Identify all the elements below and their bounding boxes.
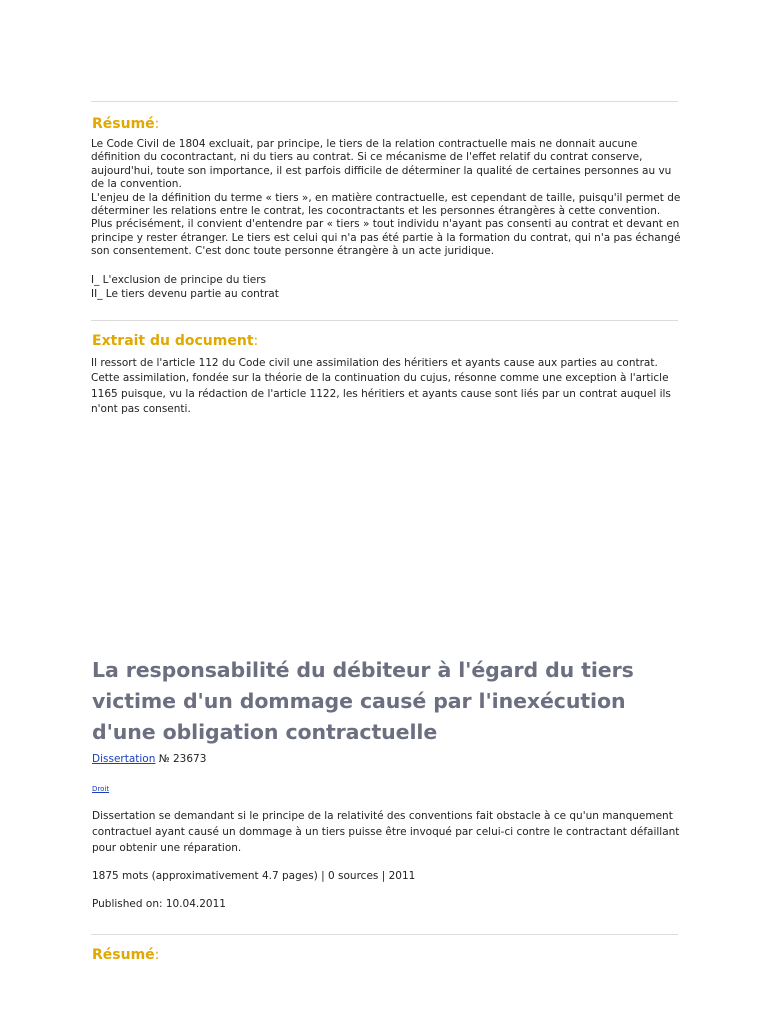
document-description: Dissertation se demandant si le principe de la relativité des conventions fait obstacle à ce qu'un manquement contractuel ayant causé un dommage à un tiers puisse être invoqué par celui-ci contre le contractant défaillant pour obtenir une réparation. — [92, 810, 680, 855]
document-title: La responsabilité du débiteur à l'égard du tiers victime d'un dommage causé par l'inexécution d'une obligation contractuelle — [92, 658, 634, 744]
summary-heading-2-text: Résumé — [92, 947, 155, 963]
extract-body: Il ressort de l'article 112 du Code civil une assimilation des héritiers et ayants cause aux parties au contrat. Cette assimilation, fondée sur la théorie de la continuation du cujus, résonne comme une exception à l'article 1165 puisque, vu la rédaction de l'article 1122, les héritiers et ayants cause sont liés par un contrat auquel ils n'ont pas consenti. — [91, 357, 671, 415]
extract-heading-text: Extrait du document — [92, 333, 254, 349]
extract-heading-colon: : — [253, 333, 259, 349]
extract-heading — [92, 333, 258, 349]
published-date: Published on: 10.04.2011 — [92, 898, 226, 910]
summary-heading-2-colon: : — [154, 947, 160, 963]
summary-heading-colon: : — [154, 116, 160, 132]
summary-outline — [91, 274, 279, 301]
summary-heading-2 — [92, 947, 159, 963]
summary-paragraph-1: Le Code Civil de 1804 excluait, par principe, le tiers de la relation contractuelle mais ne donnait aucune définition du cocontractant, ni du tiers au contrat. Si ce mécanisme de l'effet relatif du contrat conserve, aujourd'hui, toute son importance, il est parfois difficile de déterminer la qualité de certaines personnes au vu de la convention. — [91, 138, 672, 191]
document-type-line — [92, 753, 206, 765]
document-stats: 1875 mots (approximativement 4.7 pages) | 0 sources | 2011 — [92, 870, 416, 882]
outline-item-1: I_ L'exclusion de principe du tiers — [91, 274, 266, 286]
document-number: № 23673 — [158, 753, 207, 765]
summary-paragraph-2: L'enjeu de la définition du terme « tiers », en matière contractuelle, est cependant de taille, puisqu'il permet de déterminer les relations entre le contrat, les cocontractants et les personnes étrangères à cette convention. Plus précisément, il convient d'entendre par « tiers » tout individu n'ayant pas consenti au contrat et devant en principe y rester étranger. Le tiers est celui qui n'a pas été partie à la formation du contrat, qui n'a pas échangé son consentement. C'est donc toute personne étrangère à un acte juridique. — [91, 191, 681, 258]
top-divider — [91, 101, 678, 102]
summary-heading-text: Résumé — [92, 116, 155, 132]
summary-heading — [92, 116, 159, 132]
summary-body — [91, 138, 681, 259]
outline-item-2: II_ Le tiers devenu partie au contrat — [91, 287, 279, 300]
dissertation-link[interactable]: Dissertation — [92, 753, 156, 765]
category-link-droit[interactable]: Droit — [92, 785, 110, 793]
bottom-divider — [91, 934, 678, 935]
middle-divider — [91, 320, 678, 321]
